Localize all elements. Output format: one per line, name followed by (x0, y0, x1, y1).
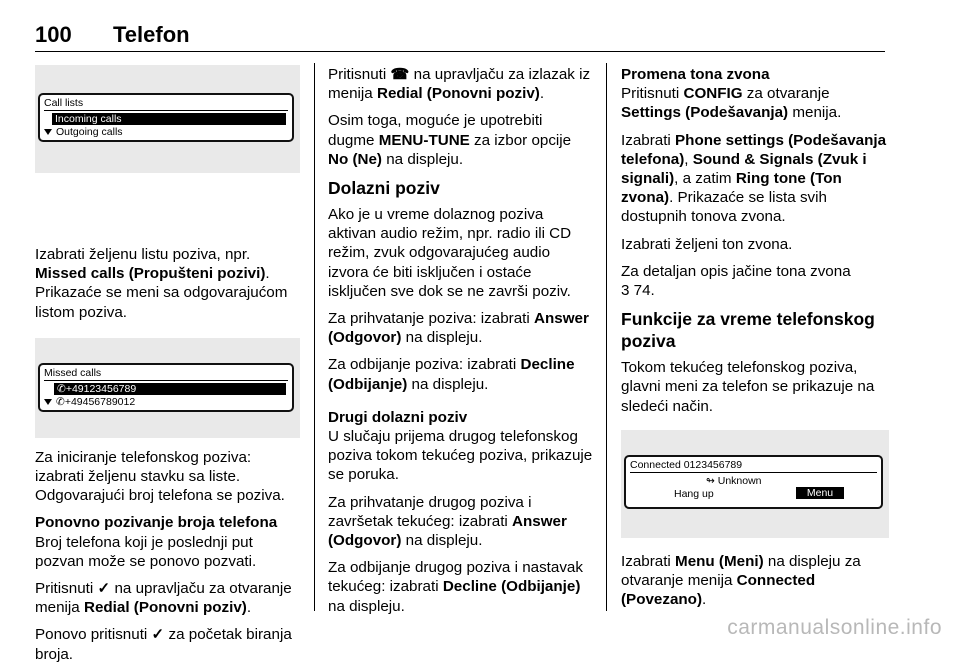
page-reference: 3 74. (621, 282, 655, 300)
paragraph: Pritisnuti ✓ na upravljaču za otvaranje menija Redial (Ponovni poziv). (35, 580, 292, 617)
column-3 (621, 65, 889, 617)
missed-calls-screenshot (35, 338, 300, 438)
arrow-down-icon (44, 129, 52, 135)
paragraph: Ponovo pritisnuti ✓ za početak biranja broja. (35, 626, 292, 663)
connected-display (624, 455, 883, 509)
phone-call-icon: ✓ (97, 580, 111, 598)
paragraph: Za prihvatanje poziva: izabrati Answer (Odgovor) na displeju. (328, 310, 589, 347)
list-item: +49456789012 (64, 395, 136, 408)
section-heading: Funkcije za vreme telefonskog poziva (621, 309, 875, 352)
paragraph: U slučaju prijema drugog telefonskog poziva tokom tekućeg poziva, prikazuje se poruka. (328, 428, 593, 484)
column-2 (328, 65, 593, 624)
highlighted-item: ✆+49123456789 (54, 383, 286, 395)
phone-hangup-icon: ☎ (390, 66, 410, 83)
call-lists-display (38, 93, 294, 142)
call-lists-screenshot (35, 65, 300, 173)
caller-name: Unknown (717, 474, 762, 487)
display-title: Call lists (44, 97, 84, 109)
column-1 (35, 65, 300, 672)
paragraph: Izabrati željenu listu poziva, npr. Missed calls (Propušteni pozivi). Prikazaće se meni sa odgovarajućom listom poziva. (35, 246, 288, 321)
page-title: Telefon (113, 22, 190, 47)
phone-icon: ✆ (56, 395, 65, 408)
paragraph: Za odbijanje poziva: izabrati Decline (Odbijanje) na displeju. (328, 356, 575, 393)
paragraph: Za prihvatanje drugog poziva i završetak tekućeg: izabrati Answer (Odgovor) na displeju. (328, 493, 567, 550)
paragraph: Ako je u vreme dolaznog poziva aktivan audio režim, npr. radio ili CD režim, zvuk odgovarajućeg audio izvora će biti isključen i ostaće isključen sve dok se ne završi poziv. (328, 206, 572, 300)
paragraph: Izabrati Menu (Meni) na displeju za otvaranje menija Connected (Povezano). (621, 552, 861, 609)
phone-call-icon: ✓ (151, 626, 165, 644)
column-divider-2 (606, 63, 607, 611)
paragraph: Za detaljan opis jačine tona zvona 3 74. (621, 262, 851, 300)
section-heading: Promena tona zvona (621, 66, 770, 83)
display-title: Missed calls (44, 366, 102, 379)
paragraph: Izabrati željeni ton zvona. (621, 235, 793, 253)
phone-icon: ✆ (57, 382, 66, 395)
hang-up-option: Hang up (674, 487, 714, 500)
arrow-down-icon (44, 399, 52, 405)
paragraph: Pritisnuti CONFIG za otvaranje Settings (Podešavanja) menija. (621, 85, 842, 122)
call-transfer-icon: ↬ (706, 474, 715, 487)
header-rule (35, 51, 885, 52)
menu-option: Menu (796, 487, 844, 499)
highlighted-item: Incoming calls (52, 113, 286, 125)
paragraph: Izabrati Phone settings (Podešavanja telefona), Sound & Signals (Zvuk i signali), a zatim Ring tone (Ton zvona). Prikazaće se lista svih dostupnih tonova zvona. (621, 131, 887, 226)
missed-calls-display (38, 363, 294, 412)
paragraph: Za odbijanje drugog poziva i nastavak tekućeg: izabrati Decline (Odbijanje) na displeju. (328, 559, 583, 615)
connected-screenshot (621, 430, 889, 538)
watermark: carmanualsonline.info (727, 616, 942, 639)
list-item: Outgoing calls (56, 126, 123, 138)
section-heading: Ponovno pozivanje broja telefona (35, 514, 278, 532)
section-heading: Drugi dolazni poziv (328, 408, 468, 426)
page-header (35, 22, 190, 48)
section-heading: Dolazni poziv (328, 178, 440, 199)
paragraph: Osim toga, moguće je upotrebiti dugme MENU-TUNE za izbor opcije No (Ne) na displeju. (328, 112, 572, 168)
paragraph: Broj telefona koji je poslednji put pozvan može se ponovo pozvati. (35, 533, 257, 570)
paragraph: Tokom tekućeg telefonskog poziva, glavni meni za telefon se prikazuje na sledeći način. (621, 359, 875, 415)
paragraph: Za iniciranje telefonskog poziva: izabrati željenu stavku sa liste. Odgovarajući broj telefona se poziva. (35, 448, 285, 505)
paragraph: Pritisnuti ☎ na upravljaču za izlazak iz menija Redial (Ponovni poziv). (328, 66, 591, 103)
column-divider-1 (314, 63, 315, 611)
display-title: Connected 0123456789 (630, 458, 743, 471)
page-number: 100 (35, 22, 72, 47)
